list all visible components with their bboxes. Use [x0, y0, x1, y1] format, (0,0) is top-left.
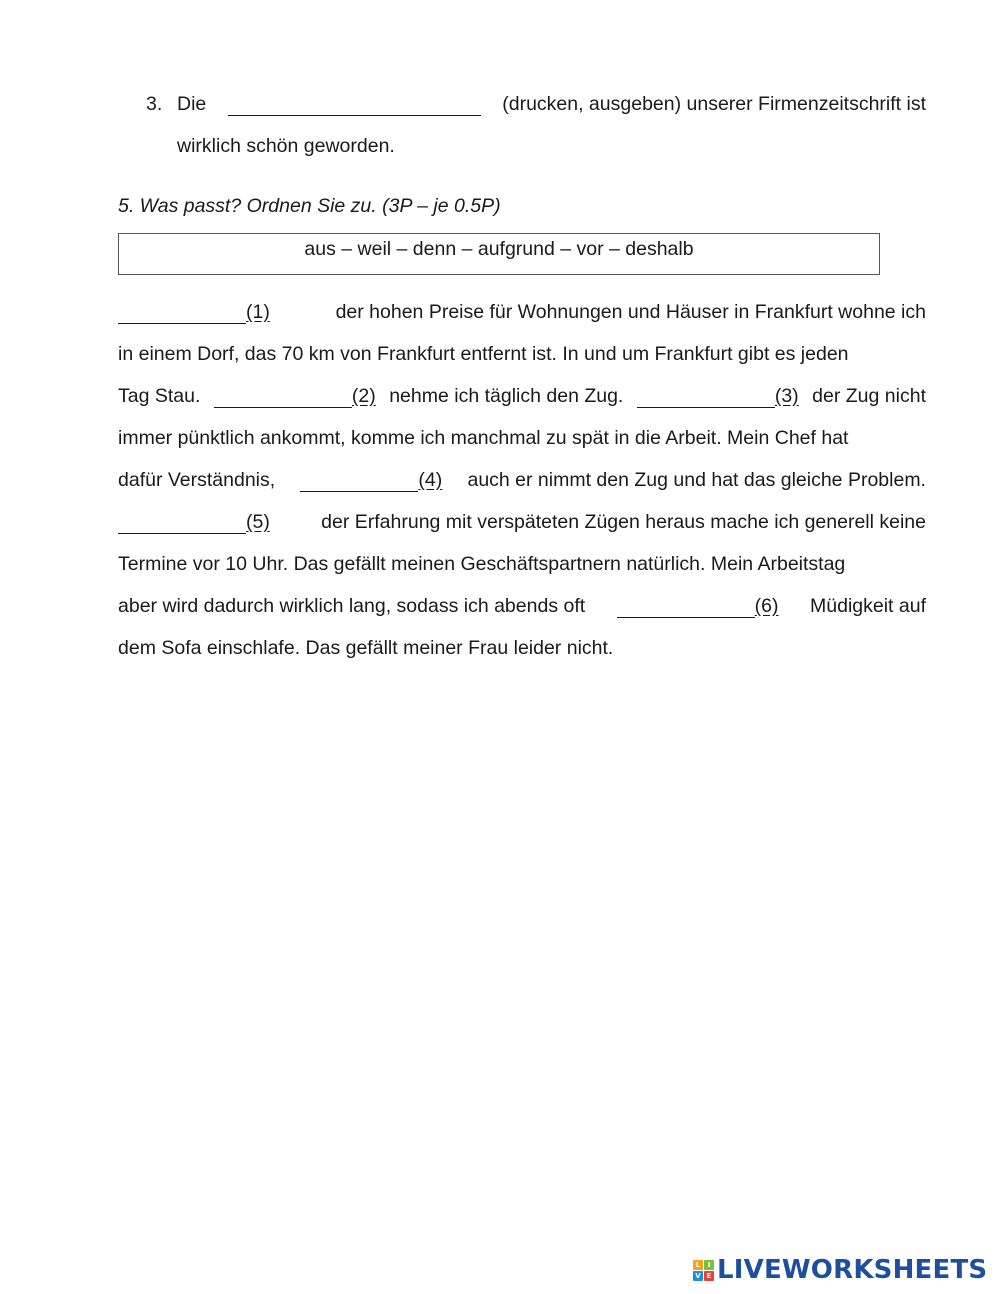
gap-5-label: (5)	[246, 511, 270, 533]
line-3-text-b: nehme ich täglich den Zug.	[389, 385, 624, 407]
gap-4-input[interactable]	[300, 471, 418, 492]
gap-5	[118, 510, 270, 534]
gap-2-input[interactable]	[214, 387, 352, 408]
gap-2-label: (2)	[351, 385, 376, 407]
gap-1	[118, 300, 270, 324]
item3-answer-input[interactable]	[228, 95, 481, 116]
line-5-text-b: auch er nimmt den Zug und hat das gleiche Problem.	[467, 469, 926, 491]
logo-mark-icon	[693, 1260, 714, 1281]
liveworksheets-logo[interactable]	[693, 1255, 987, 1285]
gap-3-label: (3)	[774, 385, 799, 407]
line-3-text-c: der Zug nicht	[812, 385, 926, 407]
gap-5-input[interactable]	[118, 513, 246, 534]
task-heading: 5. Was passt? Ordnen Sie zu. (3P – je 0.5P)	[118, 195, 501, 217]
line-3-text-a: Tag Stau.	[118, 385, 201, 407]
line-2-text: in einem Dorf, das 70 km von Frankfurt entfernt ist. In und um Frankfurt gibt es jeden	[118, 343, 849, 365]
item3-text-after: (drucken, ausgeben) unserer Firmenzeitschrift ist	[502, 93, 926, 115]
text-line-9: dem Sofa einschlafe. Das gefällt meiner Frau leider nicht.	[118, 637, 614, 659]
text-line-6	[118, 510, 926, 534]
line-5-text-a: dafür Verständnis,	[118, 469, 276, 491]
line-1-text: der hohen Preise für Wohnungen und Häuser in Frankfurt wohne ich	[335, 301, 926, 323]
text-line-2	[118, 342, 926, 366]
logo-letter-v: V	[693, 1271, 703, 1281]
line-6-text: der Erfahrung mit verspäteten Zügen heraus mache ich generell keine	[321, 511, 926, 533]
gap-1-label: (1)	[246, 301, 270, 323]
gap-2	[214, 384, 376, 408]
text-line-5	[118, 468, 926, 492]
item3-text-before: Die	[177, 93, 207, 115]
item3-line2: wirklich schön geworden.	[177, 135, 395, 157]
item3-line1	[177, 92, 926, 116]
word-bank: aus – weil – denn – aufgrund – vor – deshalb	[118, 233, 880, 275]
logo-letter-l: L	[693, 1260, 703, 1270]
gap-4-label: (4)	[418, 469, 443, 491]
gap-6	[617, 594, 779, 618]
gap-4	[300, 468, 442, 492]
logo-letter-i: I	[704, 1260, 714, 1270]
text-line-8	[118, 594, 926, 618]
text-line-7	[118, 552, 926, 576]
gap-3-input[interactable]	[637, 387, 775, 408]
gap-1-input[interactable]	[118, 303, 246, 324]
line-8-text-a: aber wird dadurch wirklich lang, sodass ich abends oft	[118, 595, 586, 617]
logo-letter-e: E	[704, 1271, 714, 1281]
text-line-4	[118, 426, 926, 450]
item-number: 3.	[146, 93, 163, 115]
line-8-text-b: Müdigkeit auf	[810, 595, 926, 617]
logo-brand-text: LIVEWORKSHEETS	[717, 1255, 988, 1285]
gap-6-input[interactable]	[617, 597, 755, 618]
gap-6-label: (6)	[754, 595, 779, 617]
text-line-3	[118, 384, 926, 408]
gap-3	[637, 384, 799, 408]
line-4-text: immer pünktlich ankommt, komme ich manchmal zu spät in die Arbeit. Mein Chef hat	[118, 427, 849, 449]
line-7-text: Termine vor 10 Uhr. Das gefällt meinen Geschäftspartnern natürlich. Mein Arbeitstag	[118, 553, 846, 575]
text-line-1	[118, 300, 926, 324]
